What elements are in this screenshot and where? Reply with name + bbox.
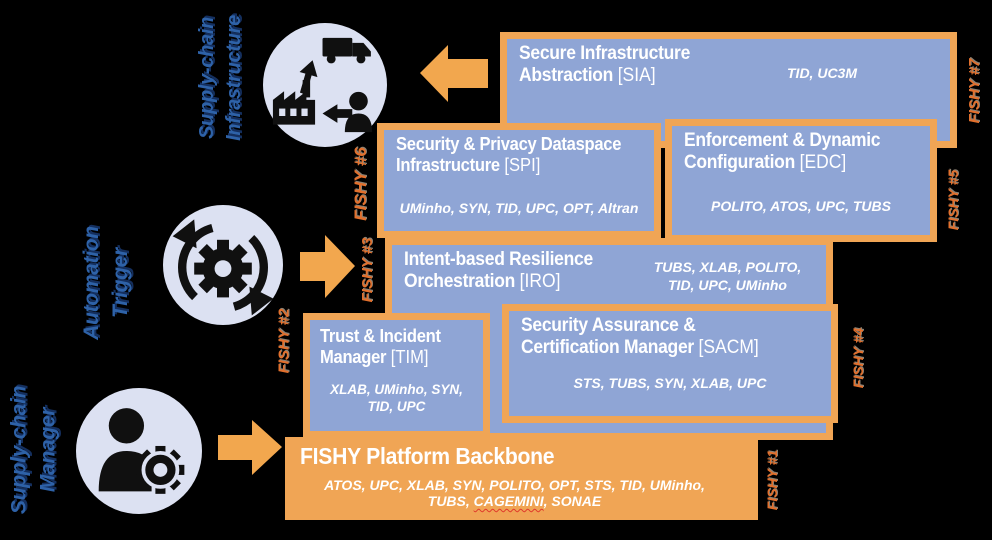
actor-label-supply-chain-manager (5, 378, 65, 523)
spi-title-line1: Security & Privacy Dataspace (396, 134, 622, 154)
tag-fishy-3: FISHY #3 (359, 237, 376, 303)
module-tim-body (310, 320, 483, 431)
person-with-gear-icon (76, 388, 202, 514)
tag-fishy-5: FISHY #5 (945, 169, 961, 231)
sia-partners: TID, UC3M (787, 65, 857, 81)
actor-circle-supply-chain-infrastructure (263, 23, 387, 147)
actor-circle-automation-trigger (163, 205, 283, 325)
sia-title-line1: Secure Infrastructure (519, 43, 691, 64)
actor3-label-line1: Supply-chain (7, 385, 31, 515)
module-edc (665, 119, 937, 242)
actor2-label-line1: Automation (80, 226, 103, 340)
actor-label-automation-trigger (77, 204, 137, 362)
module-sacm (502, 304, 838, 423)
backbone-partners-pre: TUBS, (427, 493, 474, 509)
edc-acronym: [EDC] (799, 152, 847, 174)
actor-circle-supply-chain-manager (76, 388, 202, 514)
sia-title-line2: Abstraction (519, 65, 614, 87)
edc-title-line1: Enforcement & Dynamic (684, 130, 881, 151)
tag-fishy-1: FISHY #1 (764, 449, 780, 511)
iro-partners-line1: TUBS, XLAB, POLITO, (653, 259, 802, 275)
tag-fishy-7: FISHY #7 (966, 58, 983, 124)
backbone-partners-line2 (285, 493, 744, 509)
tim-acronym: [TIM] (390, 347, 429, 368)
tim-title-line2: Manager (320, 347, 387, 368)
module-edc-title (684, 130, 880, 175)
tag-fishy-2: FISHY #2 (275, 308, 293, 374)
gear-icon (136, 446, 184, 494)
module-spi (377, 123, 661, 238)
backbone-title: FISHY Platform Backbone (300, 443, 555, 469)
factory-icon (273, 80, 315, 125)
gear-icon (194, 240, 252, 298)
sacm-acronym: [SACM] (698, 337, 759, 359)
sacm-title-line2: Certification Manager (521, 337, 694, 359)
tim-title-line1: Trust & Incident (320, 326, 441, 346)
iro-partners (640, 259, 815, 294)
iro-acronym: [IRO] (519, 271, 561, 293)
spi-title-line2: Infrastructure (396, 155, 500, 176)
actor-label-supply-chain-infrastructure (194, 8, 250, 148)
sacm-title-line1: Security Assurance & (521, 315, 696, 336)
module-spi-body (384, 130, 654, 231)
truck-icon (323, 38, 371, 64)
spi-partners: UMinho, SYN, TID, UPC, OPT, Altran (399, 200, 639, 216)
backbone-partners-post: , SONAE (543, 493, 602, 509)
truck-factory-person-cycle-icon (263, 23, 387, 147)
spi-acronym: [SPI] (504, 155, 541, 176)
tim-partners (310, 382, 483, 416)
block-arrow-left-icon (420, 45, 488, 102)
iro-title-line1: Intent-based Resilience (404, 249, 593, 270)
iro-partners-line2: TID, UPC, UMinho (668, 276, 787, 293)
module-edc-body (672, 126, 930, 235)
person-icon (99, 408, 152, 491)
module-sia-title (519, 43, 690, 88)
module-tim (303, 313, 490, 438)
sia-acronym: [SIA] (617, 65, 656, 87)
backbone-partners-line1: ATOS, UPC, XLAB, SYN, POLITO, OPT, STS, TID, UMinho, (324, 477, 705, 493)
tag-fishy-4: FISHY #4 (850, 327, 866, 389)
actor3-label-line2: Manager (36, 407, 60, 493)
tag-fishy-6: FISHY #6 (351, 147, 370, 221)
tim-partners-line2: TID, UPC (367, 398, 426, 414)
module-sacm-body (509, 311, 831, 416)
actor1-label-line2: Infrastructure (223, 15, 245, 141)
module-tim-title (320, 326, 441, 368)
edc-partners: POLITO, ATOS, UPC, TUBS (711, 198, 891, 214)
module-backbone (285, 437, 758, 520)
sacm-partners: STS, TUBS, SYN, XLAB, UPC (573, 375, 767, 391)
actor2-label-line2: Trigger (109, 248, 132, 318)
backbone-partner-misspelled: CAGEMINI (473, 493, 544, 509)
module-sacm-title (521, 315, 759, 360)
edc-title-line2: Configuration (684, 152, 795, 174)
tim-partners-line1: XLAB, UMinho, SYN, (330, 382, 463, 397)
module-spi-title (396, 134, 621, 176)
block-arrow-right-icon-manager (218, 420, 282, 475)
gear-refresh-cycle-icon (163, 205, 283, 325)
iro-title-line2: Orchestration (404, 271, 516, 293)
block-arrow-right-icon-automation (300, 235, 355, 298)
actor1-label-line1: Supply-chain (196, 17, 218, 139)
module-iro-title (404, 249, 593, 294)
